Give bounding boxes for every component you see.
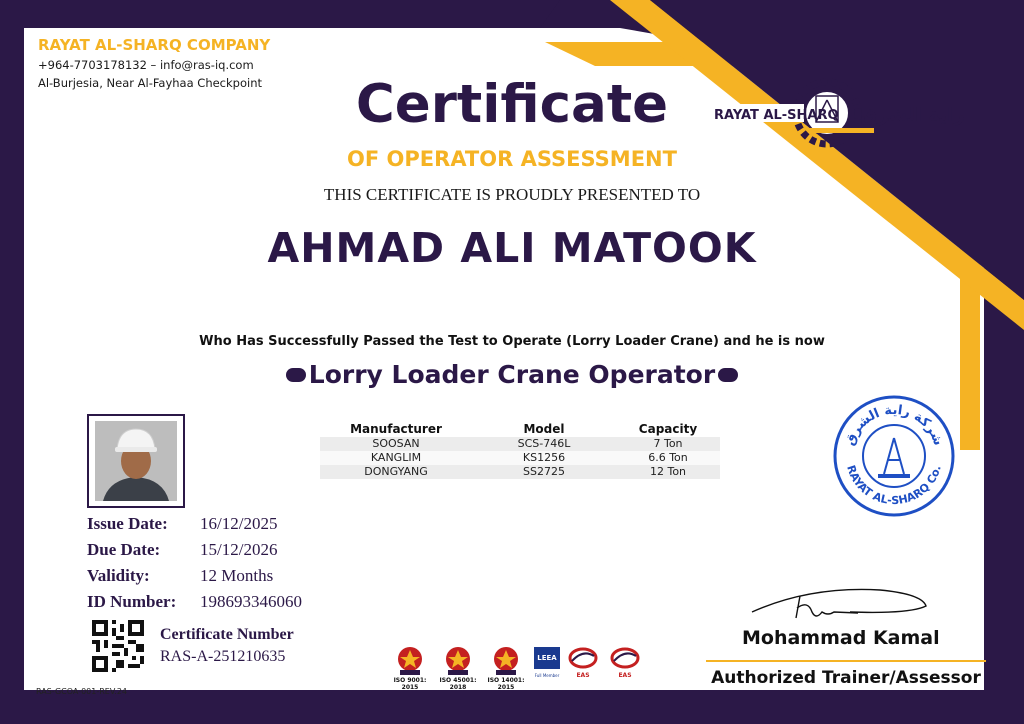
table-row <box>320 437 720 451</box>
signatory-title: Authorized Trainer/Assessor <box>711 668 981 688</box>
eas-label-1: EAS <box>576 672 590 679</box>
company-address: Al-Burjesia, Near Al-Fayhaa Checkpoint <box>38 76 262 90</box>
operator-photo <box>95 421 177 501</box>
person-icon <box>95 421 177 501</box>
oil-rig-icon <box>878 438 910 478</box>
validity-label: Validity: <box>87 566 150 585</box>
table-header-row <box>320 422 720 437</box>
photo-frame <box>87 414 185 508</box>
manufacturer-cell: SOOSAN <box>320 437 472 451</box>
leea-badge: LEEA <box>534 647 560 669</box>
due-date-label: Due Date: <box>87 540 161 559</box>
role-line <box>0 360 1024 389</box>
iso-45001-icon <box>444 645 472 677</box>
leea-sub: Full Member <box>534 673 560 678</box>
top-left-dark <box>24 0 560 28</box>
capacity-cell: 6.6 Ton <box>616 451 720 465</box>
capacity-cell: 12 Ton <box>616 465 720 479</box>
iso-9001-icon <box>396 645 424 677</box>
validity-value: 12 Months <box>200 566 274 585</box>
iso-9001-year: 2015 <box>401 684 419 691</box>
due-date-value: 15/12/2026 <box>200 540 278 559</box>
company-name: RAYAT AL-SHARQ COMPANY <box>38 36 271 54</box>
certificate-number-value: RAS-A-251210635 <box>160 648 286 665</box>
capacity-cell: 7 Ton <box>616 437 720 451</box>
role-title: Lorry Loader Crane Operator <box>308 360 716 389</box>
issue-date-value: 16/12/2025 <box>200 514 278 533</box>
signature-line <box>706 660 986 662</box>
table-row <box>320 451 720 465</box>
signature-mark <box>750 582 930 626</box>
accreditation-badges <box>388 645 648 697</box>
recipient-name: AHMAD ALI MATOOK <box>267 224 757 272</box>
iso-14001-icon <box>492 645 520 677</box>
header-manufacturer: Manufacturer <box>350 422 442 436</box>
header-model: Model <box>523 422 565 436</box>
eas-label-2: EAS <box>618 672 632 679</box>
certificate-number-label: Certificate Number <box>160 626 294 643</box>
manufacturer-cell: DONGYANG <box>320 465 472 479</box>
manufacturer-cell: KANGLIM <box>320 451 472 465</box>
table-row <box>320 465 720 479</box>
bullet-icon <box>718 368 738 382</box>
stamp-text-ar: شركة راية الشرق <box>842 402 946 448</box>
signatory-name: Mohammad Kamal <box>742 627 940 649</box>
eas-logo-icon <box>568 647 598 669</box>
model-cell: SS2725 <box>472 465 616 479</box>
header-capacity: Capacity <box>638 422 698 436</box>
logo-text-en: RAYAT AL-SHARQ <box>714 108 839 123</box>
iso-45001-label: ISO 45001: <box>439 677 477 684</box>
bullet-icon <box>286 368 306 382</box>
achievement-statement: Who Has Successfully Passed the Test to Operate (Lorry Loader Crane) and he is now <box>199 334 825 349</box>
certificate-subtitle: OF OPERATOR ASSESSMENT <box>347 147 677 171</box>
presented-line: THIS CERTIFICATE IS PROUDLY PRESENTED TO <box>323 185 701 204</box>
model-cell: SCS-746L <box>472 437 616 451</box>
iso-14001-label: ISO 14001: <box>487 677 525 684</box>
iso-45001-year: 2018 <box>449 684 467 691</box>
qr-code-icon[interactable] <box>92 620 144 672</box>
issue-date-label: Issue Date: <box>87 514 168 533</box>
model-cell: KS1256 <box>472 451 616 465</box>
equipment-table <box>320 422 720 479</box>
svg-text:RAYAT AL-SHARQ Co. <box>844 464 944 508</box>
id-number-value: 198693346060 <box>200 592 302 611</box>
company-contact: +964-7703178132 – info@ras-iq.com <box>38 58 254 72</box>
iso-14001-year: 2015 <box>497 684 515 691</box>
iso-9001-label: ISO 9001: <box>393 677 427 684</box>
company-stamp <box>832 394 956 518</box>
id-number-label: ID Number: <box>87 592 177 611</box>
stamp-text-en: RAYAT AL-SHARQ Co. <box>844 463 944 508</box>
eas-logo-icon <box>610 647 640 669</box>
revision-code: RAS-GCOA-001-REV.24 <box>36 687 128 696</box>
logo-text-ar: راية الشرق <box>860 104 965 126</box>
certificate-title: Certificate <box>355 74 669 135</box>
